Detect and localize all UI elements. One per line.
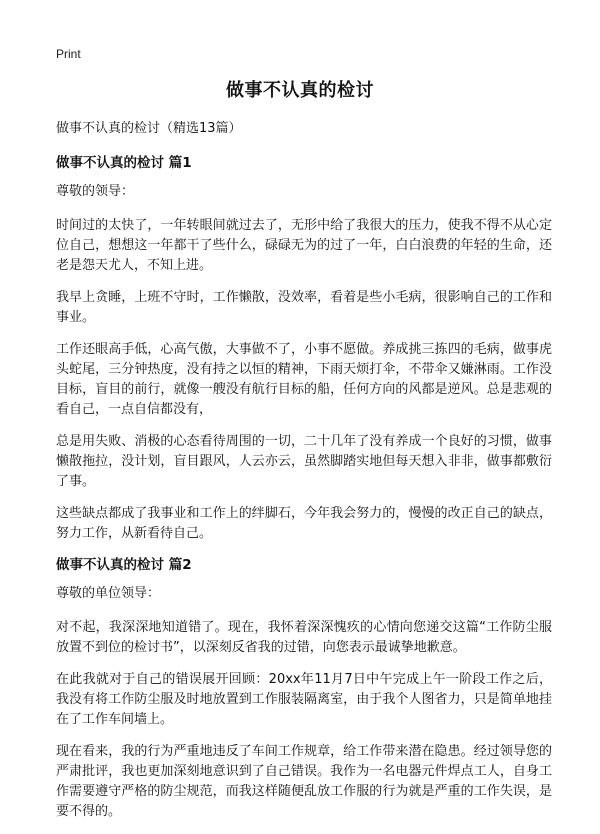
document-subtitle: 做事不认真的检讨（精选13篇） [56, 121, 242, 136]
section-heading: 做事不认真的检讨 篇2 [56, 557, 192, 573]
paragraph: 时间过的太快了，一年转眼间就过去了，无形中给了我很大的压力，使我不得不从心定位自己，想想这一年都干了些什么，碌碌无为的过了一年，白白浪费的年轻的生命，还老是怨天尤人，不知上进。 [56, 218, 552, 273]
document-body [56, 148, 552, 834]
paragraph: 总是用失败、消极的心态看待周围的一切，二十几年了没有养成一个良好的习惯，做事懒散拖拉，没计划，盲目跟风，人云亦云，虽然脚踏实地但每天想入非非，做事都敷衍了事。 [56, 434, 552, 489]
paragraph: 在此我就对于自己的错误展开回顾：20xx年11月7日中午完成上午一阶段工作之后，我没有将工作防尘服及时地放置到工作服装隔离室，由于我个人图省力，只是简单地挂在了工作车间墙上。 [56, 672, 552, 727]
paragraph: 我早上贪睡，上班不守时，工作懒散，没效率，看着是些小毛病，很影响自己的工作和事业。 [56, 290, 552, 325]
section-2 [56, 556, 552, 822]
document-title: 做事不认真的检讨 [226, 80, 374, 101]
section-heading: 做事不认真的检讨 篇1 [56, 155, 192, 171]
salutation: 尊敬的单位领导： [56, 586, 161, 601]
paragraph: 工作还眼高手低，心高气傲，大事做不了，小事不愿做。养成挑三拣四的毛病，做事虎头蛇尾，三分钟热度，没有持之以恒的精神，下雨天烦打伞，不带伞又嫌淋雨。工作没目标，盲目的前行，就像一艘没有航行目标的船，任何方向的风都是逆风。总是悲观的看自己，一点自信都没有， [56, 342, 552, 417]
paragraph: 这些缺点都成了我事业和工作上的绊脚石，今年我会努力的，慢慢的改正自己的缺点，努力工作，从新看待自己。 [56, 506, 552, 541]
paragraph: 现在看来，我的行为严重地违反了车间工作规章，给工作带来潜在隐患。经过领导您的严肃批评，我也更加深刻地意识到了自己错误。我作为一名电器元件焊点工人，自身工作需要遵守严格的防尘规范，而我这样随便乱放工作服的行为就是严重的工作失误，是要不得的。 [56, 744, 552, 819]
paragraph: 对不起，我深深地知道错了。现在，我怀着深深愧疚的心情向您递交这篇“工作防尘服放置不到位的检讨书”，以深刻反省我的过错，向您表示最诚挚地歉意。 [56, 620, 552, 655]
salutation: 尊敬的领导： [56, 184, 135, 199]
section-1 [56, 154, 552, 544]
print-link[interactable]: Print [56, 47, 81, 61]
